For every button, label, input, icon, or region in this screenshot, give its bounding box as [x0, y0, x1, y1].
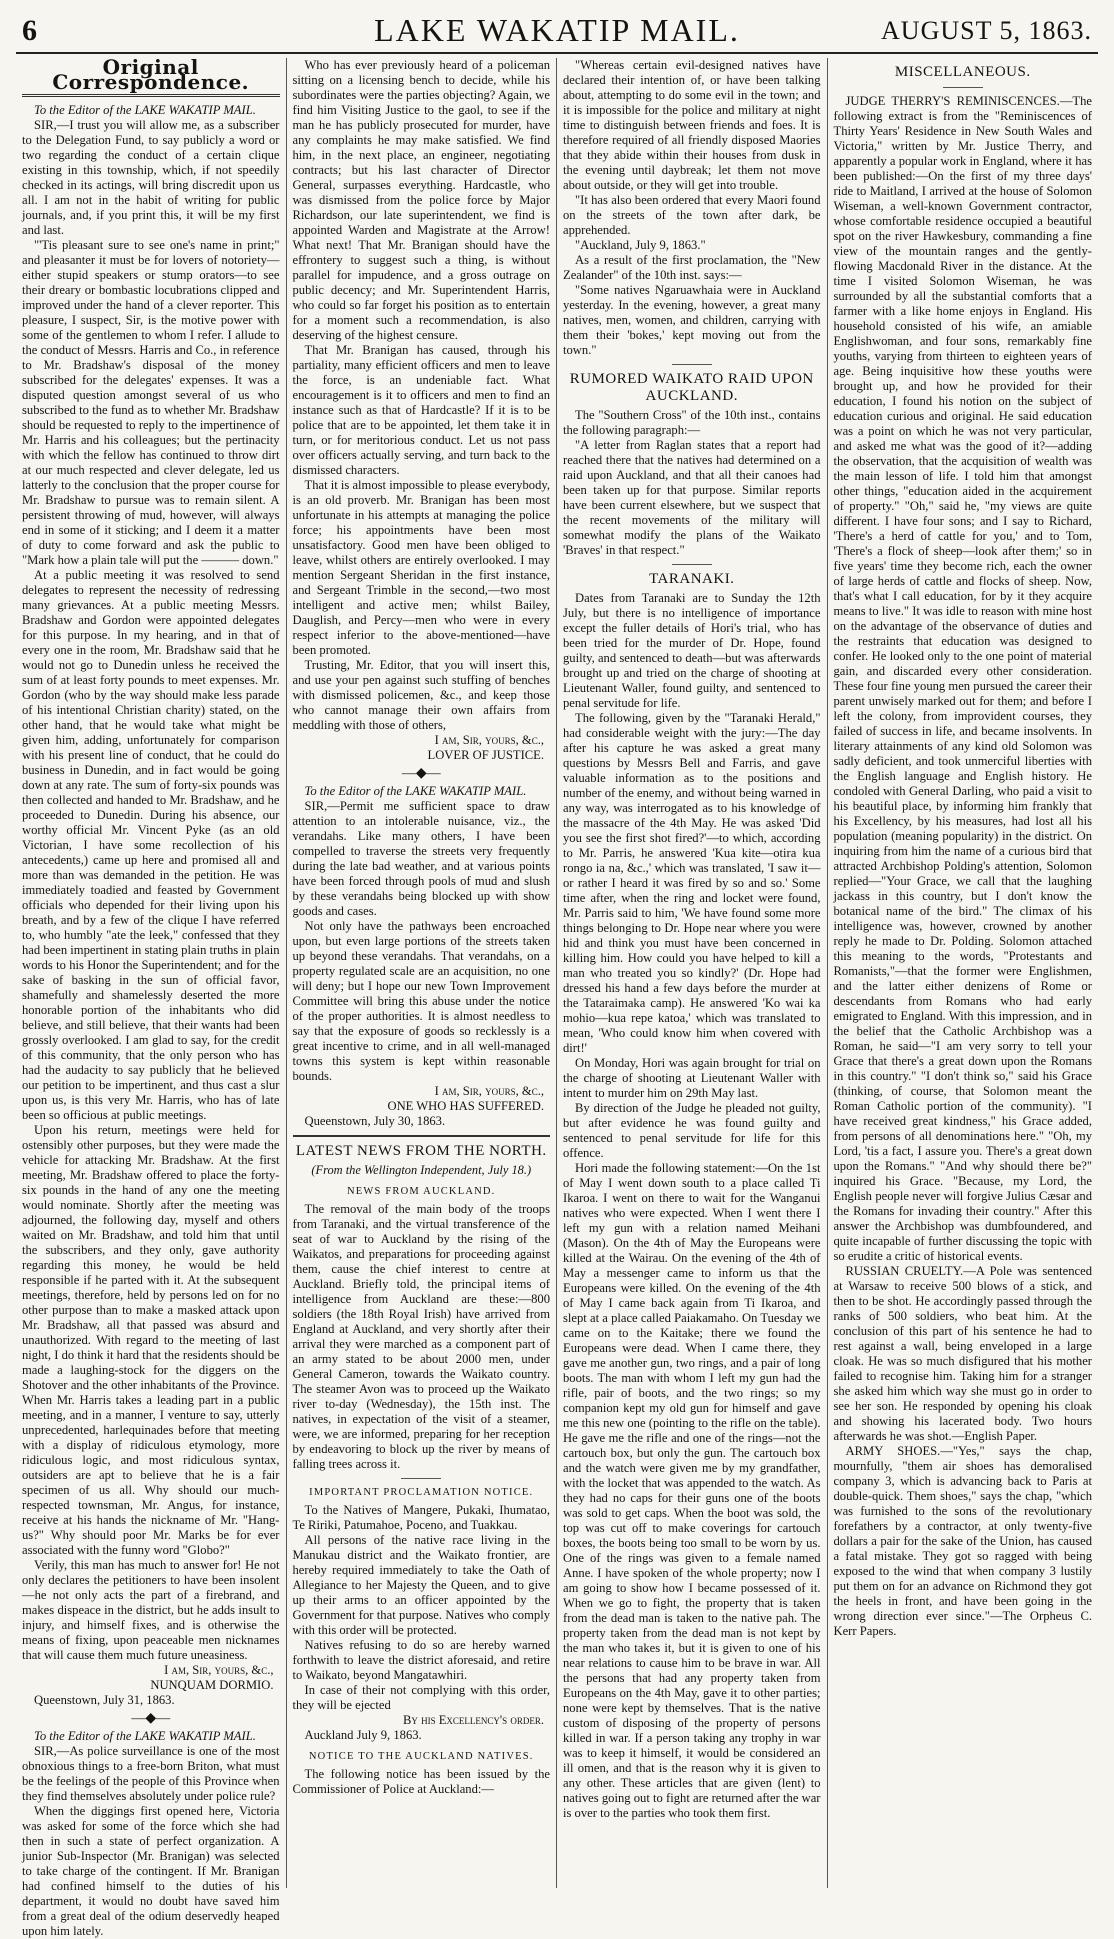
letter2-closing: I am, Sir, yours, &c., — [434, 733, 544, 747]
misc-item — [834, 1264, 1093, 1444]
letter1-dateline: Queenstown, July 31, 1863. — [34, 1693, 175, 1707]
letter2-paragraph: Who has ever previously heard of a policeman sitting on a licensing bench to decide, while his subordinates were the parties objecting? Again, we find him Visiting Justice to the gaol, to see if the man he has publicly prosecuted for murder, have any complaints he may make satisfied. We find him, in the next place, an engineer, negotiating contracts; but his last character of Director General, surpasses everything. Hardcastle, who was dismissed from the police force by Major Richardson, our late superintendent, we find is appointed Warden and Magistrate at the Arrow! What next! That Mr. Branigan should have the effrontery to suggest such a thing, is without parallel for impudence, and a gross outrage on public decency; and Mr. Superintendent Harris, who could so far forget his position as to entertain for a moment such a recommendation, is also deserving of the highest censure. — [292, 58, 550, 342]
letter1-closing: I am, Sir, yours, &c., — [164, 1663, 274, 1677]
divider — [401, 1478, 441, 1479]
column-3 — [557, 58, 828, 1888]
letter1-paragraph: "'Tis pleasant sure to see one's name in print;" and pleasanter it must be for lovers of notoriety—either stupid speakers or stump orators—to see their dreary or bombastic locubrations clipped and improved under the hand of a clever reporter. This pleasure, I suspect, Sir, is the motive power with some of the gentlemen to whom I refer. I allude to the conduct of Messrs. Harris and Co., in reference to Mr. Bradshaw's disposal of the money subscribed for the delegates' expenses. It was a disputed question amongst several of us who subscribed to the fund as to whether Mr. Bradshaw should be requested to reply to the impertinence of Mr. Harris and his colleagues; but the pertinacity with which the fellow has continued to throw dirt at our much respected and clever delegate, led us latterly to the conclusion that the proper course for Mr. Bradshaw to pursue was to remain silent. A persistent throwing of mud, however, will always end in some of it sticking; and I deem it a matter of duty to come forward and ask the public to "Mark how a plain tale will put the ——— down." — [22, 238, 280, 567]
letter1-paragraph: SIR,—I trust you will allow me, as a subscriber to the Delegation Fund, to say publicly a word or two regarding the conduct of a certain clique existing in this township, which, if not speedily checked in its actings, will bring discredit upon us all. I am not in the habit of writing for public journals, and, if you print this, it will be my first and last. — [22, 118, 280, 237]
taranaki-paragraph: Dates from Taranaki are to Sunday the 12th July, but there is no intelligence of importance except the fuller details of Hori's trial, who has been tried for the murder of Dr. Hope, found guilty, and sentenced to death—but was afterwards brought up and tried on the charge of shooting at Lieutenant Waller, found guilty, and sentenced to penal servitude for life. — [563, 591, 821, 710]
column-4 — [828, 58, 1099, 1888]
letter1-paragraph: Verily, this man has much to answer for! He not only declares the petitioners to have been insolent—he not only acts the part of a firebrand, and makes dispeace in the district, but he adds insult to injury, and himself fixes, and is otherwise the means of fixing, upon peaceable men nicknames that will cause them much future uneasiness. — [22, 1558, 280, 1662]
letter3-dateline: Queenstown, July 30, 1863. — [304, 1114, 446, 1128]
letter2-paragraph: SIR,—As police surveillance is one of the most obnoxious things to a free-born Briton, what must be the feelings of the people of this Province when they find themselves absolutely under police rule? — [22, 1744, 280, 1803]
misc-item-lead: JUDGE THERRY'S REMINISCENCES. — [845, 94, 1060, 108]
proclamation-date: Auckland July 9, 1863. — [304, 1728, 422, 1742]
misc-item — [834, 1444, 1093, 1639]
newspaper-title: LAKE WAKATIP MAIL. — [374, 12, 740, 48]
misc-item-text: —A Pole was sentenced at Warsaw to receive 500 blows of a stick, and then to be shot. He accordingly passed through the ranks of 500 soldiers, who beat him. At the conclusion of this part of his sentence he had to rest against a wall, being enveloped in a large cloak. He was so much disfigured that his mother failed to recognise him. Taking him for a stranger she asked him which way she must go in order to see her son. He responded by opening his cloak and showing his lacerated body. Two hours afterwards he was shot.—English Paper. — [833, 1264, 1092, 1443]
letter1-paragraph: Upon his return, meetings were held for ostensibly other purposes, but they were made the vehicle for attacking Mr. Bradshaw. At the first meeting, Mr. Bradshaw offered to place the forty-six pounds in the hand of any one the meeting would nominate. Shortly after the meeting was adjourned, the following day, myself and others waited on Mr. Bradshaw, and told him that until the subscribers, and they only, gave authority regarding this money, he would be held responsible if he parted with it. At the subsequent meetings, therefore, held by persons led on for no other purpose than to make a masked attack upon Mr. Bradshaw, all that passed was absurd and unauthorized. With regard to the meeting of last night, I do think it hard that the residents should be made a laughing-stock for the diggers on the Shotover and the other inhabitants of the Province. When Mr. Harris takes a leading part in a public meeting, and in a manner, I venture to say, utterly unprecedented, harlequinades before that meeting with a display of ridiculous etymology, more ridiculous logic, and most ridiculous syntax, outsiders are apt to believe that he is a fair specimen of us all. Why should our much-respected townsman, Mr. Angus, for instance, receive at his hands the nickname of Mr. "Hang-us?" Why should poor Mr. Marks be for ever associated with the funny word "Globo?" — [22, 1123, 280, 1557]
taranaki-paragraph: The following, given by the "Taranaki Herald," had considerable weight with the jury:—The day after his capture he was asked a great many questions by Messrs Bell and Farris, and gave valuable information as to the positions and number of the enemy, and without being warned in any way, was interrogated as to his knowledge of the massacre of the 4th May. He was asked 'Did you see the first shot fired?'—to which, according to Mr. Parris, he answered 'Kua kite—otira kua rongo ia na, &c.,' which was translated, 'I saw it—or rather I heard it was fired by so and so.' Some time after, when the ring and locket were found, Mr. Parris said to him, 'We have found some more things belonging to Dr. Hope near where you were hid and think you must have been concerned in killing him. How could you have helped to kill a man who treated you so kindly?' (Dr. Hope had dressed his hand a few days before the murder at the Tataraimaka camp). He answered 'Ko wai ka mohio—kua repe katoa,' which was translated to mean, 'Who could know him when covered with dirt!' — [563, 711, 821, 1055]
letter3-paragraph: Not only have the pathways been encroached upon, but even large portions of the streets taken up beyond these verandahs. That verandahs, on a property regulated scale are an acquisition, no one will deny; but I hope our new Town Improvement Committee will bring this abuse under the notice of the proper authorities. It is almost needless to say that the exposure of goods so recklessly is a great incentive to crime, and in all well-managed towns this system is kept within reasonable bounds. — [292, 919, 550, 1083]
letter1-paragraph: At a public meeting it was resolved to send delegates to represent the necessity of redressing many grievances. At a public meeting Messrs. Bradshaw and Gordon were appointed delegates for this purpose. In my hearing, and in that of every one in the room, Mr. Bradshaw said that he would not go to Dunedin unless he received the sum of at least forty pounds to meet expenses. Mr. Gordon (who by the way should make less parade of his intentional Christian charity) stated, on the other hand, that he would take what might be given him, adding, unfortunately for comparison with his present line of conduct, that he could do business in Dunedin, and in fact would be going down at any rate. The sum of forty-six pounds was then collected and handed to Mr. Bradshaw, and he proceeded to Dunedin. During his absence, our worthy official Mr. Vincent Pyke (as an old Victorian, I have some recollection of his antecedents,) came up here and promised all and more than was demanded in the petition. He was immediately toadied and feasted by Government officials who depended for their living upon his breath, and by a few of the clique I have referred to, who humbly "ate the leek," confessed that they had been impertinent in stating plain truths in plain words to his Honor the Superintendent; and for the sake of basking in the sun of official favor, shamefully and shamelessly deserted the more honorable portion of the inhabitants who did believe, and still believe, that their wants had been grossly overlooked. I am glad to say, for the credit of this community, that the only person who has had the audacity to say publicly that he believed our petition to be impertinent, and thus cast a slur upon us, is this very Mr. Harris, who has of late been so officious at public meetings. — [22, 568, 280, 1122]
misc-item-text: —The following extract is from the "Reminiscences of Thirty Years' Residence in New South Wales and Victoria," written by Mr. Justice Therry, and apparently a popular work in England, where it has been published:—On the first of my three days' ride to Maitland, I arrived at the house of Solomon Wiseman, a well-known Government contractor, whose comfortable residence occupied a beautiful spot on the river Hawkesbury, commanding a fine view of the mountain ranges and the gently-flowing Macdonald River in the distance. At the time I visited Solomon Wiseman, he was surrounded by all the substantial comforts that a farmer with a like home enjoys in England. His household consisted of his wife, an amiable Englishwoman, and four sons, remarkably fine youths, varying from thirteen to eighteen years of age. Being inquisitive how these youths were brought up, and how he provided for their education, I found his notion on the subject of education curious and original. He said education was a point on which he was not very particular, and asked me what was the good of it?—adding the observation, that the acquisition of wealth was the main lesson of life. I told him that amongst other things, "education aided in the acquirement of property." "Oh," said he, "my views are quite different. I have four sons; and I say to Richard, 'There's a herd of cattle for you,' and to Tom, 'There's a flock of sheep—look after them;' so in five years' time they become rich, each the owner of large herds of cattle and flocks of sheep. Now, that's what I call education, for by it they acquire means to live." It was idle to reason with mine host on the advantage of the observance of duties and the restraints that education was designed to confer. He looked only to the one point of material gain, and discarded every other consideration. These four fine young men pursued the career their parent unwisely marked out for them; and before I left the colony, from improvident courses, they failed of success in life, and became insolvents. In literary attainments of any kind old Solomon was sadly deficient, and took unmerciful liberties with the English language and English history. He condoled with General Darling, who paid a visit to his beautiful place, by informing him frankly that his Excellency, by his measures, had lost all his population (meaning popularity) in the district. On inquiring from him the name of a curious bird that attracted Archbishop Polding's attention, Solomon replied—"Your Grace, we call that the laughing jackass in this country, but I don't know the botanical name of the bird." The climax of his intelligence was, however, crowned by another reply he made to Dr. Polding. Solomon attached this meaning to the words, "Protestants and Romanists,"—that the former were Englishmen, and the latter either denizens of Rome or descendants from Romans who had early emigrated to England. With this impression, and in the belief that the Catholic Archbishop was a Roman, he said—"I am very sorry to tell your Grace that there's a great down upon the Romans in this country." "I don't think so," said his Grace (thinking, of course, that Solomon meant the Roman Catholic portion of the community). "I have received great kindness," his Grace added, from persons of all denominations here." "Oh, my Lord, 'tis a fact, I assure you. There's a great down upon the Romans." "And why should there be?" inquired his Grace. "Because, my Lord, the English people never will forgive Julius Cæsar and the Romans for invading their country." After this answer the Archbishop was dumbfoundered, and quite incapable of further discussing the topic with so erudite a critic of historical events. — [833, 94, 1092, 1263]
notice-subhead: NOTICE TO THE AUCKLAND NATIVES. — [308, 1751, 534, 1762]
proclamation-paragraph: In case of their not complying with this order, they will be ejected — [292, 1683, 550, 1712]
proclamation-paragraph: All persons of the native race living in the Manukau district and the Waikato frontier, are hereby required immediately to take the Oath of Allegiance to her Majesty the Queen, and to give up their arms to an officer appointed by the Government for that purpose. Natives who comply with this order will be protected. — [292, 1533, 550, 1637]
notice-intro: The following notice has been issued by the Commissioner of Police at Auckland:— — [292, 1767, 550, 1796]
notice-paragraph: "Some natives Ngaruawhaia were in Auckland yesterday. In the evening, however, a great many natives, men, women, and children, carrying with them their 'bokes,' kept moving out from the town." — [563, 283, 821, 357]
taranaki-heading: TARANAKI. — [649, 571, 735, 587]
notice-paragraph: As a result of the first proclamation, the "New Zealander" of the 10th inst. says:— — [563, 253, 821, 282]
divider — [943, 87, 983, 88]
letter3-closing: I am, Sir, yours, &c., — [434, 1084, 544, 1098]
waikato-raid-heading: RUMORED WAIKATO RAID UPON AUCKLAND. — [569, 371, 814, 404]
taranaki-paragraph: By direction of the Judge he pleaded not guilty, but after evidence he was found guilty and sentenced to penal servitude for life for this offence. — [563, 1101, 821, 1160]
letter2-paragraph: When the diggings first opened here, Victoria was asked for some of the force which she had then in such a state of perfect organization. A junior Sub-Inspector (Mr. Branigan) was selected to take charge of the contingent. If Mr. Branigan had confined himself to the duties of his department, it would no doubt have saved him from a great deal of the odium deservedly heaped upon him lately. — [22, 1804, 280, 1938]
waikato-paragraph: "A letter from Raglan states that a report had reached there that the natives had determined on a raid upon Auckland, and that all their canoes had been taken up for that purpose. Similar reports have been current elsewhere, but we suspect that the recent movements of the military will somewhat modify the plans of the Waikato 'Braves' in that respect." — [563, 438, 821, 557]
taranaki-paragraph: Hori made the following statement:—On the 1st of May I went down south to a place called Ti Ikaroa. I went on there to wait for the Wanganui natives who were expected. When I went there I left my gun with a relation named Meihani (Mason). On the 4th of May the Europeans were killed at the Wairau. On the evening of the 4th of May a messenger came to inform us that the Europeans were killed. On the evening of the 4th of May I came back again from Ti Ikaroa, and slept at a place called Paiakamaho. On Tuesday we came on to the Kaitake; there we found the Europeans were dead. When I came there, they gave me another gun, two rings, and a pair of long boots. The man with whom I left my gun had the rifle, pair of boots, and the two rings; so my companion kept my old gun for himself and gave me this new one (pointing to the rifle on the table). He gave me the rifle and one of the rings—not the cartouch box, but only the gun. The cartouch box and the watch were given me by my grandfather, with the locket that was appended to the watch. As they had no caps for their guns one of the boots was sold to get caps. When the boot was sold, the top was cut off to make coverings for cartouch boxes, the boots being too small to be worn by us. One of the rings was given to a female named Anne. I have spoken of the whole property; now I am going to show how I became possessed of it. When we go to fight, the property that is taken from the dead man is taken to the native pah. The property taken from the dead man is not kept by the man who takes it, but it is given to one of his near relations to cause him to be brave in war. All the persons that had any property taken from Europeans on the 4th May, gave it to other parties; none were kept by themselves. That is the native custom of disposing of the property of persons killed in war. If a person taking any trophy in war was to keep it himself, it would be considered an ill omen, and that is the reason why it is given to any other. These articles that are given (lent) to natives going out to fight are returned after the war is over to the parties who took them first. — [563, 1161, 821, 1820]
letter1-signature: NUNQUAM DORMIO. — [150, 1678, 274, 1692]
page-number: 6 — [22, 14, 37, 47]
divider — [672, 364, 712, 365]
proclamation-by: By his Excellency's order. — [403, 1713, 544, 1727]
misc-item-lead: ARMY SHOES. — [845, 1444, 941, 1458]
letter1-to-editor: To the Editor of the LAKE WAKATIP MAIL. — [34, 103, 256, 117]
column-2 — [287, 58, 558, 1888]
letter3-paragraph: SIR,—Permit me sufficient space to draw attention to an intolerable nuisance, viz., the verandahs. Like many others, I have been compelled to traverse the streets very frequently during the late bad weather, and at various points have been forced through pools of mud and slush by these verandahs being blocked up with show goods and cases. — [292, 799, 550, 918]
notice-paragraph: "It has also been ordered that every Maori found on the streets of the town after dark, be apprehended. — [563, 193, 821, 237]
divider-ornament: —◆— — [131, 1711, 171, 1726]
notice-paragraph: "Auckland, July 9, 1863." — [575, 238, 706, 252]
notice-paragraph: "Whereas certain evil-designed natives have declared their intention of, or have been talking about, attempting to do some evil in the town; and it is impossible for the police and military at night time to distinguish between friends and foes. It is therefore required of all friendly disposed Maories that they abide within their houses from dusk in the evening until daybreak; let them not move about outside, or they will get into trouble. — [563, 58, 821, 192]
auckland-paragraph: The removal of the main body of the troops from Taranaki, and the virtual transference of the seat of war to Auckland by the rising of the Waikatos, and preparations for proceeding against them, cause the chief interest to centre at Auckland. Briefly told, the principal items of intelligence from Auckland are these:—800 soldiers (the 18th Royal Irish) have arrived from England at Auckland, and very shortly after their arrival they were marched as a component part of an army stated to be about 2000 men, under General Cameron, towards the Waikato country. The steamer Avon was to proceed up the Waikato river to-day (Wednesday), the 15th inst. The natives, in expectation of the visit of a steamer, were, we are informed, preparing for her reception by endeavoring to block up the river by means of falling trees across it. — [292, 1202, 550, 1471]
correspondence-heading: Original Correspondence. — [22, 60, 280, 97]
misc-item-lead: RUSSIAN CRUELTY. — [845, 1264, 964, 1278]
letter3-signature: ONE WHO HAS SUFFERED. — [387, 1099, 544, 1113]
letter3-to-editor: To the Editor of the LAKE WAKATIP MAIL. — [304, 784, 527, 798]
letter2-signature: LOVER OF JUSTICE. — [427, 748, 544, 762]
taranaki-paragraph: On Monday, Hori was again brought for trial on the charge of shooting at Lieutenant Waller with intent to murder him on 29th May last. — [563, 1056, 821, 1100]
letter2-to-editor: To the Editor of the LAKE WAKATIP MAIL. — [34, 1729, 256, 1743]
section-rule — [293, 1135, 551, 1137]
letter2-paragraph: That it is almost impossible to please everybody, is an old proverb. Mr. Branigan has been most unfortunate in his attempts at managing the police force; his appointments have been most unsatisfactory. Good men have been obliged to leave, whilst others are entirely overlooked. I may mention Sergeant Sheridan in the first instance, and Sergeant Trimble in the second,—two most intelligent and active men; whilst Bailey, Dauglish, and Percy—men who were in every respect inferior to the above-mentioned—have been promoted. — [292, 478, 550, 657]
auckland-subhead: NEWS FROM AUCKLAND. — [346, 1186, 496, 1197]
misc-item — [834, 94, 1093, 1264]
column-1 — [16, 55, 287, 1938]
latest-news-heading: LATEST NEWS FROM THE NORTH. — [295, 1143, 547, 1159]
letter2-paragraph: That Mr. Branigan has caused, through his partiality, many efficient officers and men to leave the force, is an undeniable fact. What encouragement is it to officers and men to find an instance such as that of Hardcastle? If it is to be police that are to be appointed, let them take it in turn, or for meritorious conduct. Let us not pass over officers actually serving, and turn back to the dismissed characters. — [292, 343, 550, 477]
misc-item-text: —"Yes," says the chap, mournfully, "them air shoes has demoralised company 3, which is advancing back to Paris at double-quick. Them shoes," says the chap, "which was furnished to the sons of the revolutionary forefathers by a contractor, at only twenty-five dollars a pair for the sake of the Union, has caused a fatal mistake. They got so ragged with being exposed to the wind that when company 3 lustily put them on for an advance on Richmond they got the heels in front, and have been going in the wrong direction ever since."—The Orpheus C. Kerr Papers. — [833, 1444, 1092, 1638]
divider-ornament: —◆— — [401, 766, 441, 781]
latest-news-source: (From the Wellington Independent, July 18.) — [311, 1163, 532, 1177]
issue-date: AUGUST 5, 1863. — [881, 16, 1092, 45]
proclamation-subhead: IMPORTANT PROCLAMATION NOTICE. — [309, 1487, 534, 1498]
divider — [672, 564, 712, 565]
miscellaneous-heading: MISCELLANEOUS. — [894, 64, 1031, 80]
proclamation-paragraph: To the Natives of Mangere, Pukaki, Ihumatao, Te Ririki, Patumahoe, Poceno, and Tuakkau. — [292, 1503, 550, 1532]
proclamation-paragraph: Natives refusing to do so are hereby warned forthwith to leave the district aforesaid, and retire to Waikato, beyond Mangatawhiri. — [292, 1638, 550, 1682]
columns — [16, 55, 1098, 1938]
letter2-paragraph: Trusting, Mr. Editor, that you will insert this, and use your pen against such stuffing of benches with dismissed policemen, &c., and keep those who cannot manage their own affairs from meddling with those of others, — [292, 658, 550, 732]
waikato-paragraph: The "Southern Cross" of the 10th inst., contains the following paragraph:— — [563, 408, 821, 437]
masthead — [16, 12, 1098, 54]
